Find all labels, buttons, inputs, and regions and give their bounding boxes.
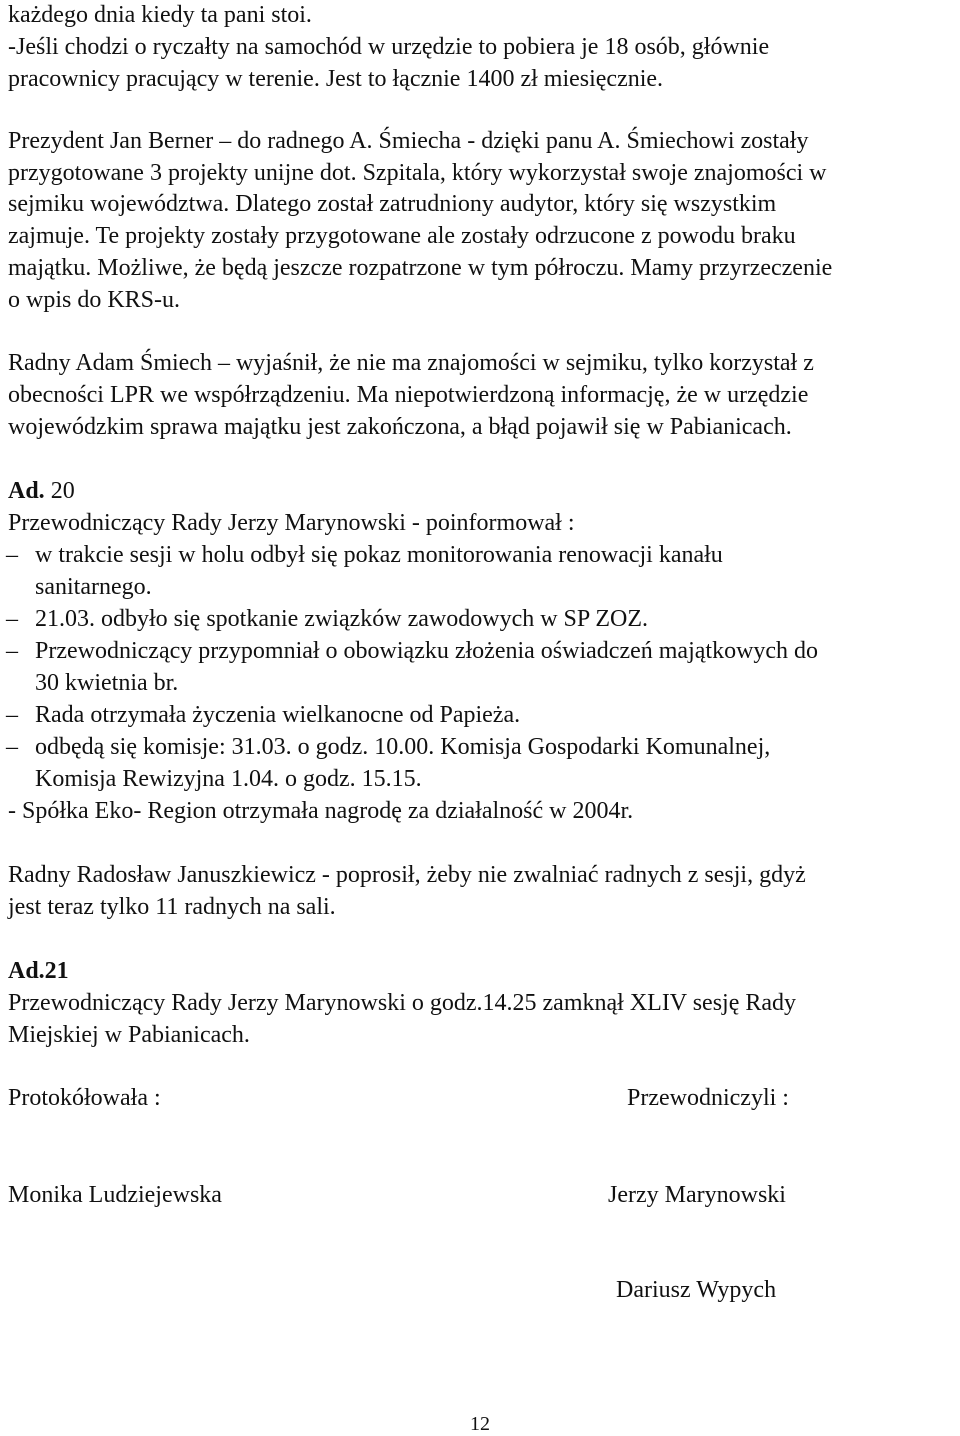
text-line: jest teraz tylko 11 radnych na sali. (8, 894, 336, 920)
text-line: wojewódzkim sprawa majątku jest zakończona, a błąd pojawił się w Pabianicach. (8, 414, 792, 440)
signature-right-name-1: Jerzy Marynowski (608, 1182, 786, 1208)
section-heading-ad21: Ad.21 (8, 958, 69, 984)
signature-left-name: Monika Ludziejewska (8, 1182, 222, 1208)
text-line: - Spółka Eko- Region otrzymała nagrodę za działalność w 2004r. (8, 798, 634, 824)
list-item: 21.03. odbyło się spotkanie związków zawodowych w SP ZOZ. (35, 606, 649, 632)
text-line: obecności LPR we współrządzeniu. Ma niepotwierdzoną informację, że w urzędzie (8, 382, 809, 408)
text-line: każdego dnia kiedy ta pani stoi. (8, 2, 312, 28)
list-item: Rada otrzymała życzenia wielkanocne od Papieża. (35, 702, 521, 728)
list-item: Przewodniczący przypomniał o obowiązku złożenia oświadczeń majątkowych do (35, 638, 819, 664)
text-line: -Jeśli chodzi o ryczałty na samochód w urzędzie to pobiera je 18 osób, głównie (8, 34, 770, 60)
text-line: sejmiku województwa. Dlatego został zatrudniony audytor, który się wszystkim (8, 191, 777, 217)
text-line: Radny Radosław Januszkiewicz - poprosił, żeby nie zwalniać radnych z sesji, gdyż (8, 862, 806, 888)
text-line: pracownicy pracujący w terenie. Jest to łącznie 1400 zł miesięcznie. (8, 66, 664, 92)
list-dash: – (6, 606, 18, 632)
signature-left-label: Protokółowała : (8, 1085, 161, 1111)
heading-number: 20 (44, 478, 75, 504)
text-line: o wpis do KRS-u. (8, 287, 181, 313)
list-dash: – (6, 734, 18, 760)
section-heading-ad20 (8, 476, 75, 506)
signature-right-name-2: Dariusz Wypych (616, 1277, 777, 1303)
signature-right-label: Przewodniczyli : (627, 1085, 789, 1111)
text-line: zajmuje. Te projekty zostały przygotowane ale zostały odrzucone z powodu braku (8, 223, 796, 249)
list-dash: – (6, 702, 18, 728)
text-line: Przewodniczący Rady Jerzy Marynowski - poinformował : (8, 510, 575, 536)
list-item-continuation: Komisja Rewizyjna 1.04. o godz. 15.15. (35, 766, 422, 792)
list-dash: – (6, 542, 18, 568)
text-line: majątku. Możliwe, że będą jeszcze rozpatrzone w tym półroczu. Mamy przyrzeczenie (8, 255, 833, 281)
list-item: w trakcie sesji w holu odbył się pokaz monitorowania renowacji kanału (35, 542, 723, 568)
list-item-continuation: sanitarnego. (35, 574, 152, 600)
text-line: Miejskiej w Pabianicach. (8, 1022, 250, 1048)
list-item-continuation: 30 kwietnia br. (35, 670, 179, 696)
list-dash: – (6, 638, 18, 664)
text-line: Radny Adam Śmiech – wyjaśnił, że nie ma znajomości w sejmiku, tylko korzystał z (8, 350, 814, 376)
page-number: 12 (470, 1413, 490, 1435)
text-line: przygotowane 3 projekty unijne dot. Szpitala, który wykorzystał swoje znajomości w (8, 160, 827, 186)
heading-label: Ad. (8, 478, 45, 504)
text-line: Przewodniczący Rady Jerzy Marynowski o godz.14.25 zamknął XLIV sesję Rady (8, 990, 797, 1016)
list-item: odbędą się komisje: 31.03. o godz. 10.00. Komisja Gospodarki Komunalnej, (35, 734, 771, 760)
text-line: Prezydent Jan Berner – do radnego A. Śmiecha - dzięki panu A. Śmiechowi zostały (8, 128, 809, 154)
